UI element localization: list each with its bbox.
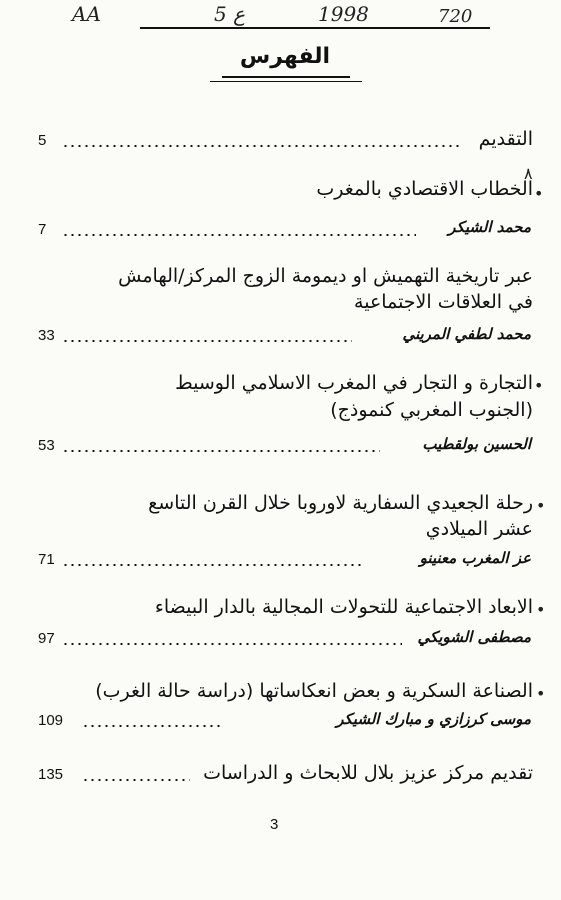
leader-dots [82,725,224,727]
entry-page-number: 97 [38,630,55,647]
leader-dots [82,779,190,781]
entry-title: التقديم [478,128,533,150]
entry-page-number: 7 [38,221,47,238]
page-title: الفهرس [239,44,331,69]
margin-mark: • [536,684,546,703]
title-underline-second [210,81,362,82]
entry-author: مصطفى الشويكي [417,628,531,646]
margin-mark: • [536,600,546,619]
leader-dots [62,234,416,236]
margin-mark: • [534,376,544,395]
entry-title-continued: في العلاقات الاجتماعية [354,291,533,313]
leader-dots [62,564,362,566]
entry-author: الحسين بولقطيب [422,435,531,453]
entry-title: تقديم مركز عزيز بلال للابحاث و الدراسات [203,762,533,784]
entry-title: رحلة الجعيدي السفارية لاوروبا خلال القرن التاسع [148,492,533,514]
handwritten-note-right: 720 [438,6,473,27]
margin-mark: ٨ [524,164,533,183]
entry-title: الابعاد الاجتماعية للتحولات المجالية بالدار البيضاء [154,596,533,618]
entry-author: عز المغرب معنينو [419,549,531,567]
entry-page-number: 53 [38,437,55,454]
leader-dots [62,145,462,147]
margin-mark: • [534,184,544,203]
entry-title: التجارة و التجار في المغرب الاسلامي الوسيط [175,372,533,394]
entry-page-number: 135 [38,766,64,783]
entry-page-number: 109 [38,712,64,729]
entry-title: الصناعة السكرية و بعض انعكاساتها (دراسة حالة الغرب) [95,680,533,702]
entry-title: الخطاب الاقتصادي بالمغرب [316,178,533,200]
margin-mark: • [536,496,546,515]
entry-title-continued: (الجنوب المغربي كنموذج) [330,399,533,421]
page-number: 3 [270,816,279,833]
entry-title: عبر تاريخية التهميش او ديمومة الزوج المركز/الهامش [118,265,533,287]
handwritten-note-issue: ع 5 [214,2,246,26]
header-rule [140,27,490,29]
entry-page-number: 5 [38,132,47,149]
entry-author: محمد الشيكر [448,218,531,236]
leader-dots [62,340,352,342]
entry-title-continued: عشر الميلادي [425,518,533,540]
leader-dots [62,643,402,645]
leader-dots [62,450,380,452]
handwritten-note-year: 1998 [318,2,369,26]
entry-page-number: 33 [38,327,55,344]
handwritten-note-left: AA [72,2,101,26]
entry-author: محمد لطفي المريني [402,325,531,343]
entry-author: موسى كرزازي و مبارك الشيكر [336,710,531,728]
entry-page-number: 71 [38,551,55,568]
title-underline [222,76,350,78]
